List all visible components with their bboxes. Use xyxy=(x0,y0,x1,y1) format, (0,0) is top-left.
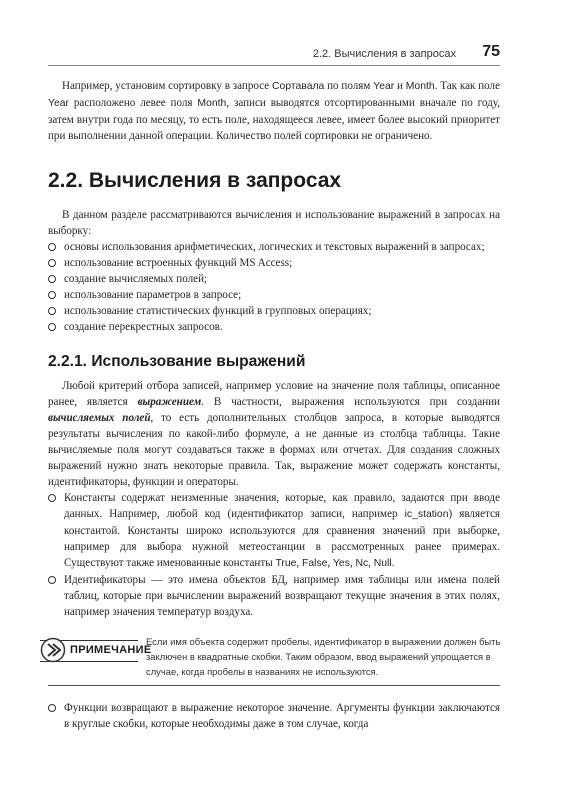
constant-null: Null xyxy=(373,558,392,569)
separator: , xyxy=(349,557,356,569)
code-ic-station: ic_station xyxy=(404,509,449,520)
list-item-text: ) является константой. Константы широко используются для сравнения значений при выборке, например для выбора нужной метеостанции в рассмотренных ранее примерах. Существуют также именованные константы xyxy=(64,508,500,569)
page-header xyxy=(48,44,500,66)
subsection-paragraph xyxy=(48,378,500,490)
list-item xyxy=(48,303,500,319)
query-name: Сортавала xyxy=(272,81,325,92)
list-item-text: использование статистических функций в групповых операциях; xyxy=(64,305,372,317)
section-bullet-list xyxy=(48,239,500,335)
intro-text: по полям xyxy=(324,80,374,92)
bullet-icon xyxy=(48,704,56,712)
functions-list xyxy=(48,700,500,732)
constant-nc: Nc xyxy=(355,558,369,569)
paragraph-text: , то есть дополнительных столбцов запроса, в которые выводятся результаты вычисления по какой-либо формуле, а не данные из столбца таблицы. Такие вычисляемые поля могут создаваться также в формах или отчетах. Для создания сложных выражений нужно знать некоторые правила. Так, выражение может содержать константы, идентификаторы, функции и операторы. xyxy=(48,412,500,488)
separator: , xyxy=(327,557,333,569)
intro-text: Например, установим сортировку в запросе xyxy=(62,80,273,92)
separator: , xyxy=(368,557,374,569)
page-body xyxy=(48,78,500,732)
list-item xyxy=(48,255,500,271)
list-item-text: создание перекрестных запросов. xyxy=(64,321,223,333)
intro-text: и xyxy=(394,80,406,92)
list-item-text: основы использования арифметических, логических и текстовых выражений в запросах; xyxy=(64,241,485,253)
page-number: 75 xyxy=(482,43,500,60)
note-chevron-icon xyxy=(40,636,66,664)
list-item-text: создание вычисляемых полей; xyxy=(64,273,208,285)
bullet-icon xyxy=(48,307,56,315)
bullet-icon xyxy=(48,275,56,283)
list-item-text: Константы содержат неизменные значения, которые, как правило, задаются при вводе данных. Например, любой код (идентификатор записи, например xyxy=(64,492,500,520)
list-item-constants xyxy=(48,490,500,572)
intro-text: . Так как поле xyxy=(434,80,501,92)
term-expression: выражением xyxy=(137,396,202,408)
list-item xyxy=(48,239,500,255)
intro-text: расположено левее поля xyxy=(69,97,198,109)
bullet-icon xyxy=(48,576,56,584)
note-label: ПРИМЕЧАНИЕ xyxy=(70,644,152,656)
list-item-text: использование встроенных функций MS Access; xyxy=(64,257,293,269)
bullet-icon xyxy=(48,259,56,267)
intro-paragraph xyxy=(48,78,500,144)
list-item-text: . xyxy=(391,557,395,569)
field-month: Month xyxy=(405,81,435,92)
list-item-identifiers xyxy=(48,572,500,620)
list-item-text: использование параметров в запросе; xyxy=(64,289,242,301)
separator: , xyxy=(296,557,302,569)
intro-text: , записи выводятся отсортированными вначале по году, затем внутри года по месяцу, то есть поле, находящееся левее, имеет более высокий приоритет при выполнении данной операции. Количество полей сортировки не ограничено. xyxy=(48,97,500,142)
constant-false: False xyxy=(301,558,328,569)
term-calculated-fields: вычисляемых полей xyxy=(48,412,151,424)
list-item xyxy=(48,319,500,335)
list-item-functions xyxy=(48,700,500,732)
list-item xyxy=(48,287,500,303)
note-text: Если имя объекта содержит пробелы, идентификатор в выражении должен быть заключен в квадратные скобки. Таким образом, ввод выражений упрощается в случае, когда пробелы в названиях не используются. xyxy=(146,636,501,677)
section-lead: В данном разделе рассматриваются вычисления и использование выражений в запросах на выборку: xyxy=(48,209,500,237)
field-year: Year xyxy=(373,81,395,92)
list-item-text: Идентификаторы — это имена объектов БД, например имя таблицы или имена полей таблиц, которые при вычислении выражений возвращают текущие значения в этих полях, например значения температур воздуха. xyxy=(64,574,500,618)
constant-true: True xyxy=(275,558,297,569)
subsection-title: 2.2.1. Использование выражений xyxy=(48,353,306,370)
running-head: 2.2. Вычисления в запросах xyxy=(312,48,456,60)
note-badge xyxy=(40,640,152,662)
list-item xyxy=(48,271,500,287)
field-year: Year xyxy=(48,98,69,109)
bullet-icon xyxy=(48,323,56,331)
bullet-icon xyxy=(48,243,56,251)
note-box xyxy=(48,634,500,686)
field-month: Month xyxy=(197,98,227,109)
bullet-icon xyxy=(48,494,56,502)
list-item-text: Функции возвращают в выражение некоторое значение. Аргументы функции заключаются в круглые скобки, которые необходимы даже в том случае, когда xyxy=(64,702,500,730)
bullet-icon xyxy=(48,291,56,299)
section-title: 2.2. Вычисления в запросах xyxy=(48,169,342,192)
expression-parts-list xyxy=(48,490,500,620)
constant-yes: Yes xyxy=(332,558,350,569)
paragraph-text: Любой критерий отбора записей, например условие на значение поля таблицы, описанное ранее, является xyxy=(48,380,500,408)
paragraph-text: . В частности, выражения используются при создании xyxy=(201,396,500,408)
